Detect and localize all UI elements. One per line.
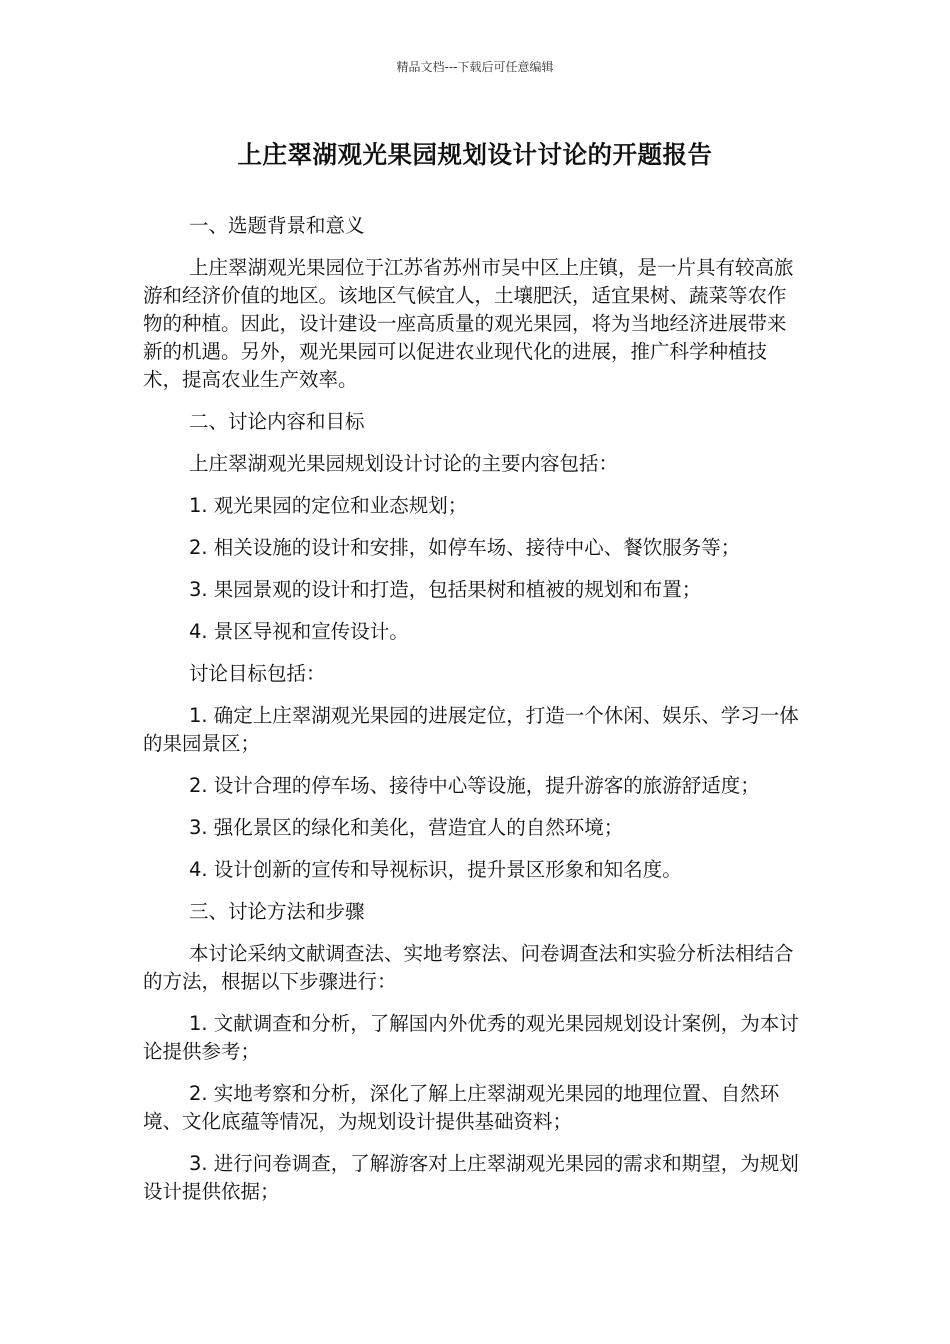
document-title: 上庄翠湖观光果园规划设计讨论的开题报告 [237, 140, 713, 169]
list-item: 1. 确定上庄翠湖观光果园的进展定位，打造一个休闲、娱乐、学习一体的果园景区； [143, 704, 799, 755]
paragraph-background: 上庄翠湖观光果园位于江苏省苏州市吴中区上庄镇，是一片具有较高旅游和经济价值的地区。该地区气候宜人，土壤肥沃，适宜果树、蔬菜等农作物的种植。因此，设计建设一座高质量的观光果园，将为当地经济进展带来新的机遇。另外，观光果园可以促进农业现代化的进展，推广科学种植技术，提高农业生产效率。 [143, 256, 794, 391]
page-header: 精品文档---下载后可任意编辑 [396, 60, 554, 74]
list-item: 4. 设计创新的宣传和导视标识，提升景区形象和知名度。 [189, 858, 682, 881]
list-item: 2. 实地考察和分析，深化了解上庄翠湖观光果园的地理位置、自然环境、文化底蕴等情况，为规划设计提供基础资料； [143, 1082, 780, 1133]
section-heading-methods: 三、讨论方法和步骤 [189, 900, 365, 923]
document-body [143, 212, 803, 1220]
paragraph-methods-intro: 本讨论采纳文献调查法、实地考察法、问卷调查法和实验分析法相结合的方法，根据以下步骤进行： [143, 942, 794, 993]
list-item: 3. 进行问卷调查，了解游客对上庄翠湖观光果园的需求和期望，为规划设计提供依据； [143, 1152, 799, 1203]
list-item: 3. 强化景区的绿化和美化，营造宜人的自然环境； [189, 816, 624, 839]
list-item: 2. 设计合理的停车场、接待中心等设施，提升游客的旅游舒适度； [189, 774, 760, 797]
list-item: 1. 文献调查和分析，了解国内外优秀的观光果园规划设计案例，为本讨论提供参考； [143, 1012, 799, 1063]
section-heading-content: 二、讨论内容和目标 [189, 410, 365, 433]
list-item: 3. 果园景观的设计和打造，包括果树和植被的规划和布置； [189, 578, 702, 601]
paragraph-content-intro: 上庄翠湖观光果园规划设计讨论的主要内容包括： [189, 452, 619, 475]
list-item: 2. 相关设施的设计和安排，如停车场、接待中心、餐饮服务等； [189, 536, 741, 559]
list-item: 4. 景区导视和宣传设计。 [189, 620, 409, 643]
list-item: 1. 观光果园的定位和业态规划； [189, 494, 468, 517]
paragraph-goals-intro: 讨论目标包括： [189, 662, 326, 685]
section-heading-background: 一、选题背景和意义 [189, 214, 365, 237]
